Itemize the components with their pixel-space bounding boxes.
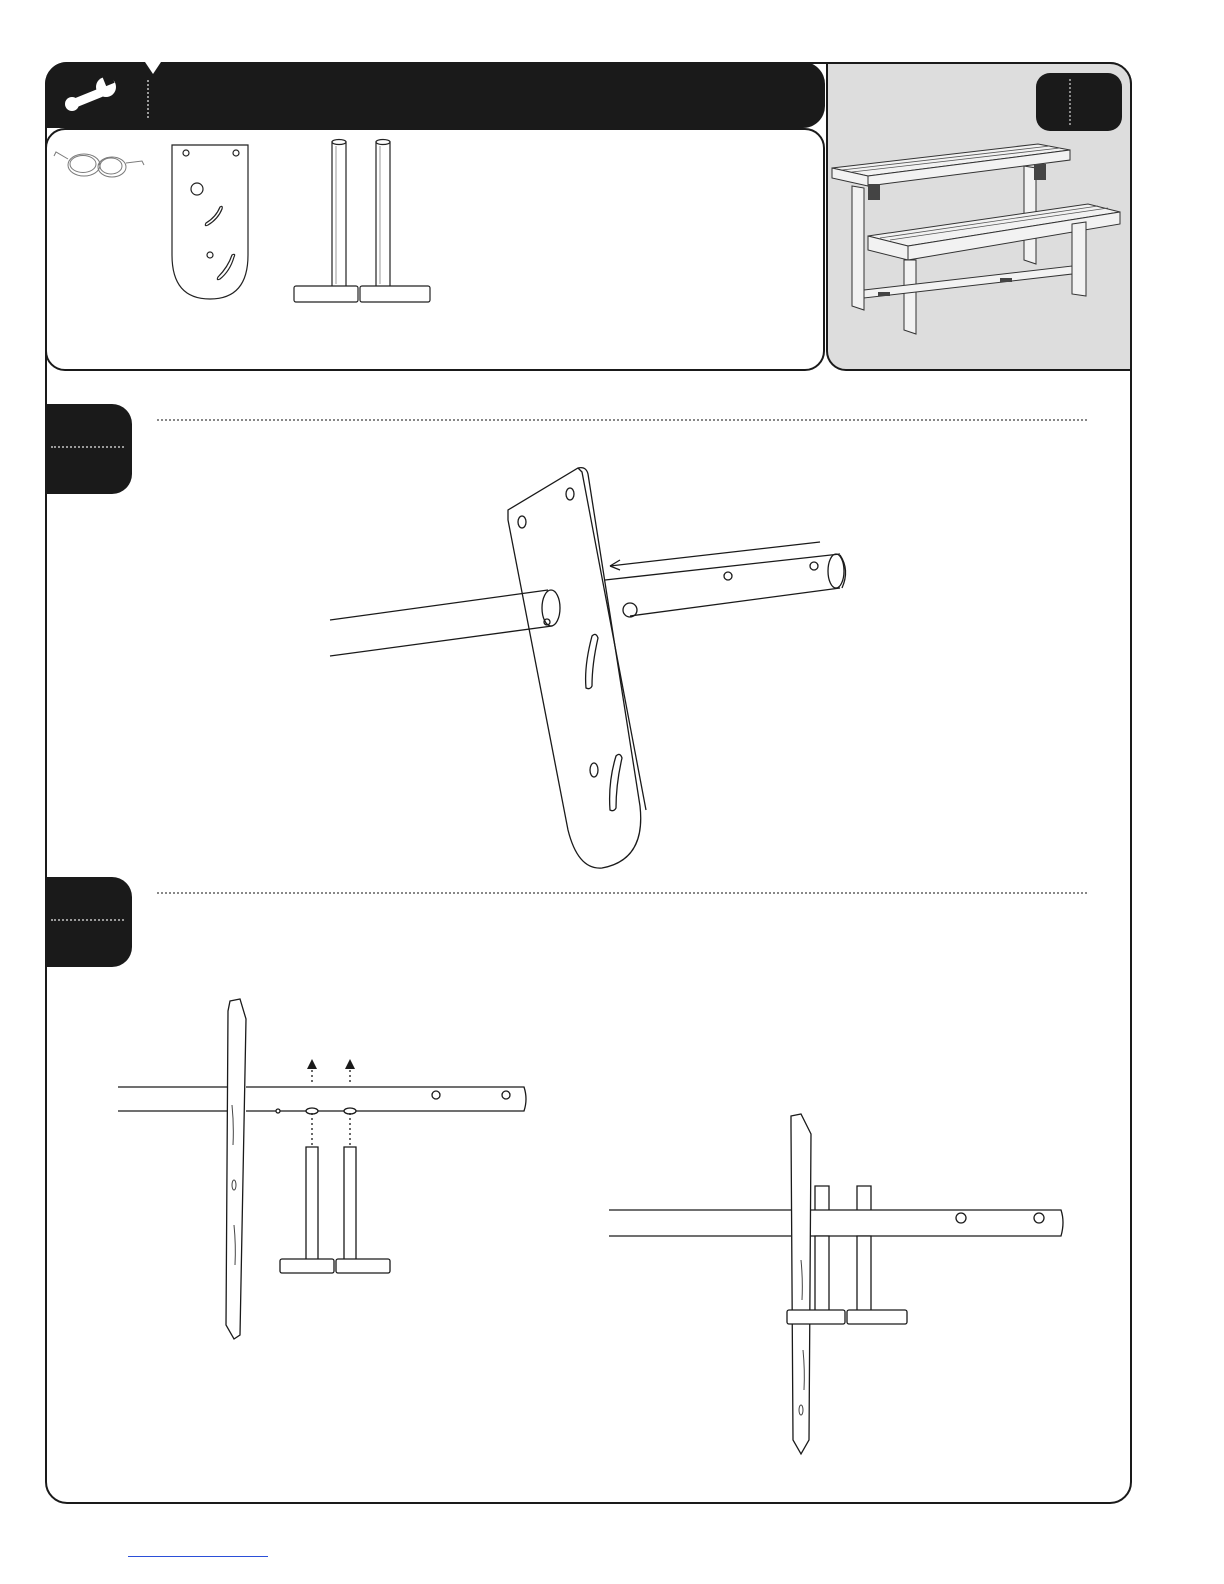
- step-2-divider: [51, 919, 124, 921]
- safety-glasses-icon: [52, 145, 147, 180]
- parts-panel: [45, 128, 825, 371]
- preview-badge: [1036, 73, 1122, 131]
- step-2-tab: [45, 877, 132, 967]
- header-divider: [147, 80, 149, 118]
- footer-link-rule[interactable]: [128, 1556, 268, 1557]
- step-1-divider: [51, 446, 124, 448]
- assembled-t-bolts-illustration: [605, 1110, 1065, 1470]
- step-1-rule: [157, 419, 1087, 421]
- insert-tube-into-plate-illustration: [320, 460, 860, 870]
- t-bolt-pair-icon: [292, 136, 432, 306]
- bracket-plate-icon: [170, 143, 252, 301]
- header-bar: [45, 62, 825, 128]
- header-notch: [145, 62, 161, 74]
- step-2-rule: [157, 892, 1087, 894]
- wrench-icon: [60, 70, 126, 120]
- insert-t-bolts-illustration: [110, 995, 540, 1345]
- badge-divider: [1069, 79, 1071, 125]
- bench-preview-icon: [828, 140, 1124, 340]
- step-1-tab: [45, 404, 132, 494]
